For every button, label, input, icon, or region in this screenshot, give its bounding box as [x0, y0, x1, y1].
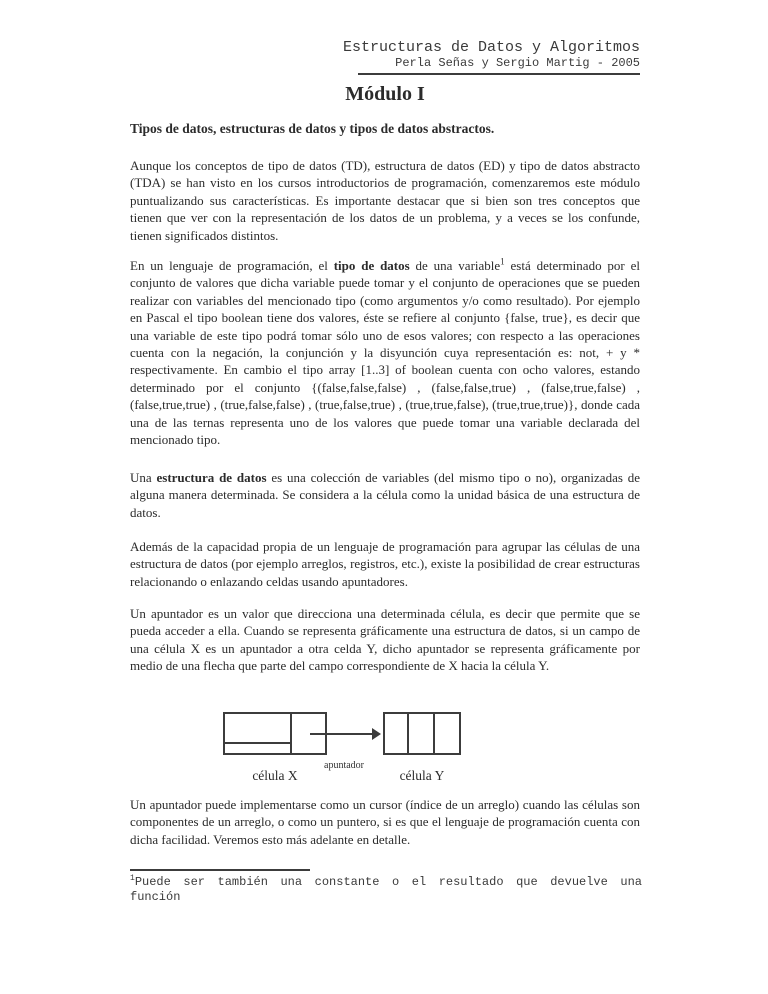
bold-term-estructura-de-datos: estructura de datos: [156, 470, 267, 485]
paragraph-run: Una: [130, 470, 157, 485]
section-heading: Tipos de datos, estructuras de datos y tipos de datos abstractos.: [130, 121, 495, 136]
paragraph-run: de una variable: [409, 258, 501, 273]
paragraph-run: está determinado por el conjunto de valores que dicha variable puede tomar y el conjunto de operaciones que se pueden realizar con variables del mencionado tipo (como argumentos y/o como resultado). Por ejemplo en Pascal el tipo boolean tiene dos valores, éste se refiere al conjunto {false, true}, es decir que una variable de este tipo podrá tomar sólo uno de esos valores; con respecto a las operaciones cuenta con la negación, la conjunción y la disyunción cuya representación es: not, + y * respectivamente. En cambio el tipo array [1..3] of boolean cuenta con ocho valores, estando determinado por el conjunto {(false,false,false) , (false,false,true) , (false,true,false) , (false,true,true) , (true,false,false) , (true,false,true) , (true,true,false), (true,true,true)}, donde cada una de las ternas representa uno de los valores que puede tomar una variable declarada del mencionado tipo.: [130, 258, 640, 448]
header-rule: [358, 73, 640, 75]
bold-term-tipo-de-datos: tipo de datos: [333, 258, 410, 273]
cell-x-caption: célula X: [252, 768, 298, 783]
paragraph-concepts-intro: Aunque los conceptos de tipo de datos (TD), estructura de datos (ED) y tipo de datos abstracto (TDA) se han visto en los cursos introductorios de programación, comenzaremos este módulo puntualizando sus características. Es importante destacar que si bien son tres conceptos que tienen que ver con la representación de los datos de un problema, y a veces se los confunde, tienen significados distintos.: [130, 158, 640, 243]
footnote-text: [130, 875, 642, 905]
footnote-reference-marker: 1: [500, 256, 505, 267]
paragraph-tipo-de-datos: [130, 257, 640, 448]
cell-y-divider-1: [407, 714, 409, 753]
pointer-arrow-head: [372, 728, 381, 740]
paragraph-cursor-puntero: Un apuntador puede implementarse como un cursor (índice de un arreglo) cuando las células son componentes de un arreglo, o como un puntero, si es que el lenguaje de programación cuenta con dicha facilidad. Veremos esto más adelante en detalle.: [130, 797, 640, 847]
paragraph-agrupar-celulas: Además de la capacidad propia de un lenguaje de programación para agrupar las células de una estructura de datos (por ejemplo arreglos, registros, etc.), existe la posibilidad de crear estructuras relacionando o enlazando celdas usando apuntadores.: [130, 539, 640, 589]
cell-y-box: [383, 712, 461, 755]
pointer-arrow-label: apuntador: [324, 760, 364, 771]
header-authors: Perla Señas y Sergio Martig - 2005: [395, 56, 640, 70]
header-course-title: Estructuras de Datos y Algoritmos: [342, 39, 640, 56]
cell-x-pointer-field-divider: [290, 712, 292, 755]
cell-y-divider-2: [433, 714, 435, 753]
footnote-rule: [130, 869, 310, 871]
paragraph-estructura-de-datos: [130, 469, 640, 521]
cell-x-inner-line: [225, 742, 290, 744]
footnote-marker: 1: [130, 874, 135, 883]
paragraph-run: En un lenguaje de programación, el: [130, 258, 334, 273]
cell-y-caption: célula Y: [399, 768, 445, 783]
paragraph-apuntador-definicion: Un apuntador es un valor que direcciona una determinada célula, es decir que permite que se pueda acceder a ella. Cuando se representa gráficamente una estructura de datos, si un campo de una célula X es un apuntador a otra celda Y, dicho apuntador se representa gráficamente por medio de una flecha que parte del campo correspondiente de X hacia la célula Y.: [130, 606, 640, 674]
footnote-body: Puede ser también una constante o el resultado que devuelve una función: [130, 875, 642, 904]
paragraph-run: es una colección de variables (del mismo tipo o no), organizadas de alguna manera determinada. Se considera a la célula como la unidad básica de una estructura de datos.: [130, 470, 640, 520]
module-title: Módulo I: [345, 83, 425, 105]
pointer-arrow-shaft: [310, 733, 374, 735]
pointer-diagram: [0, 710, 768, 795]
